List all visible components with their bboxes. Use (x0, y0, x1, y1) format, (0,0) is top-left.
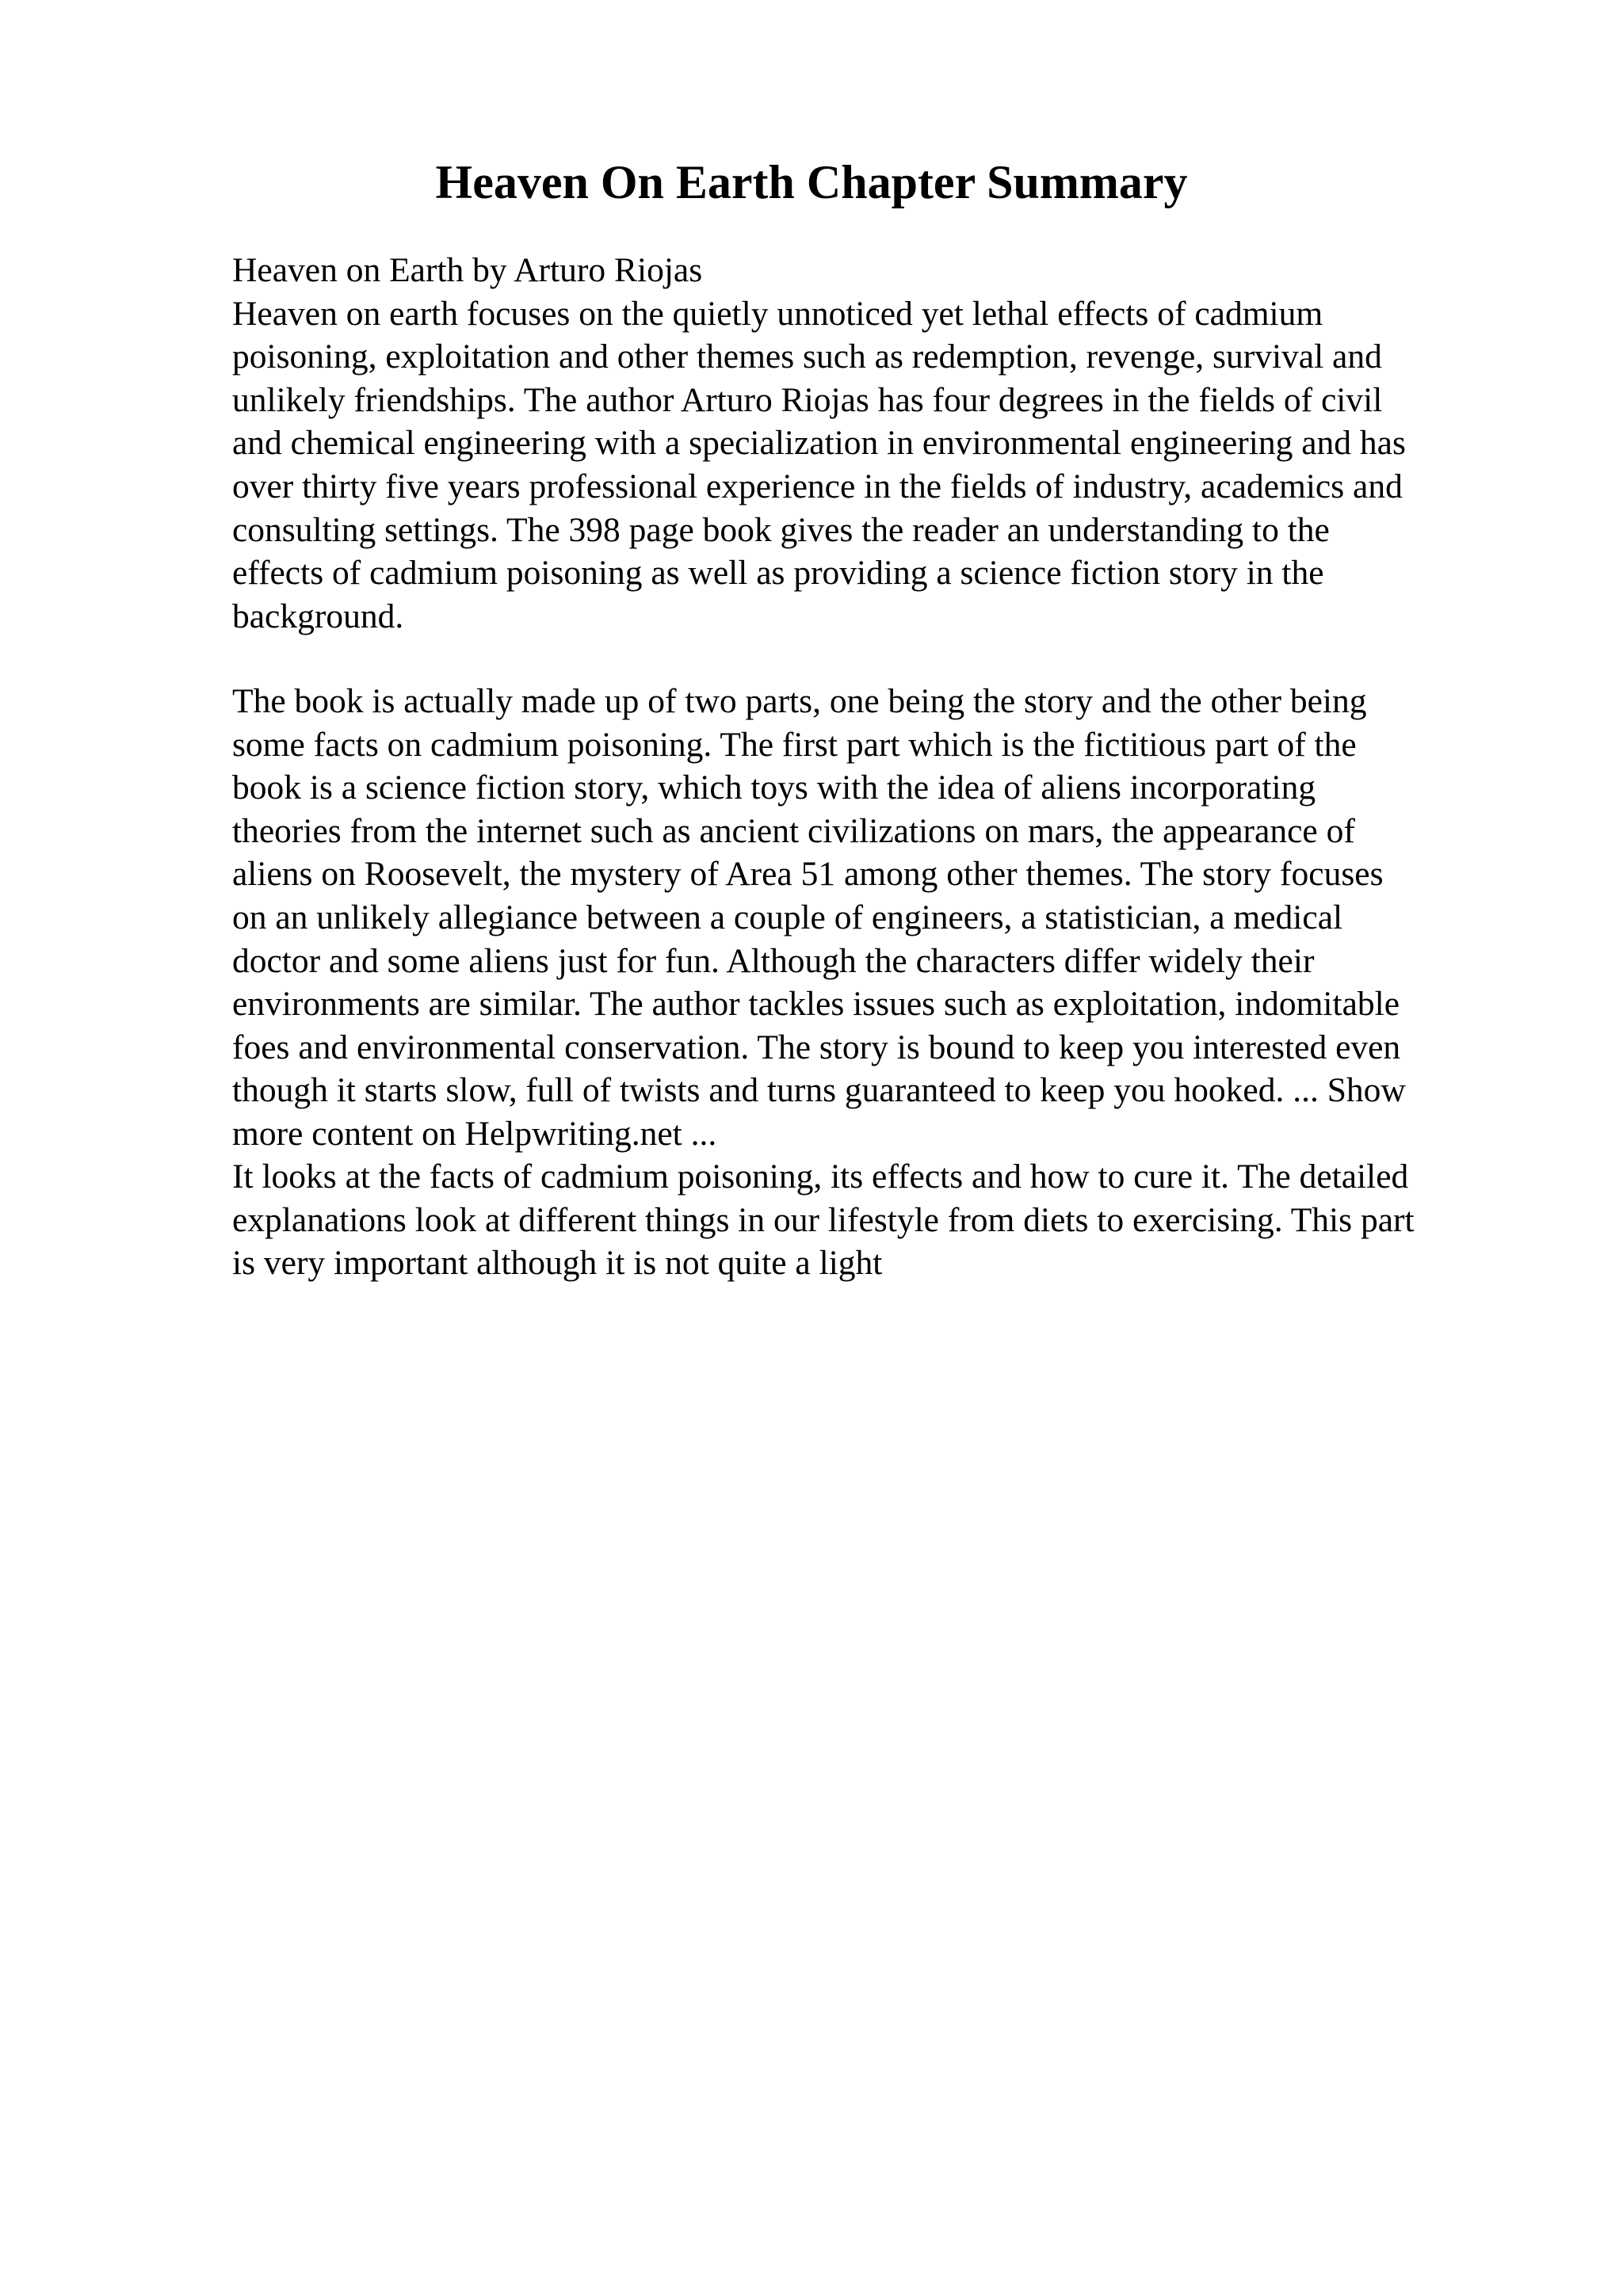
paragraph-story (232, 680, 1516, 1156)
paragraph-intro (232, 249, 1516, 638)
text-line: effects of cadmium poisoning as well as providing a science fiction story in the (232, 554, 1324, 593)
text-line: and chemical engineering with a specialization in environmental engineering and has (232, 424, 1406, 463)
text-line: Heaven on earth focuses on the quietly unnoticed yet lethal effects of cadmium (232, 294, 1323, 333)
text-line: foes and environmental conservation. The story is bound to keep you interested even (232, 1028, 1401, 1066)
text-line: explanations look at different things in our lifestyle from diets to exercising. This part (232, 1200, 1415, 1239)
text-line: aliens on Roosevelt, the mystery of Area 51 among other themes. The story focuses (232, 855, 1384, 894)
text-line: environments are similar. The author tackles issues such as exploitation, indomitable (232, 985, 1400, 1024)
text-line: Heaven on Earth by Arturo Riojas (232, 251, 703, 289)
text-line: is very important although it is not quite a light (232, 1244, 883, 1283)
text-line: The book is actually made up of two parts, one being the story and the other being (232, 682, 1367, 720)
text-line: consulting settings. The 398 page book gives the reader an understanding to the (232, 510, 1330, 549)
paragraph-facts (232, 1155, 1516, 1285)
text-line: over thirty five years professional experience in the fields of industry, academics and (232, 467, 1403, 505)
text-line: on an unlikely allegiance between a couple of engineers, a statistician, a medical (232, 898, 1343, 936)
text-line: more content on Helpwriting.net ... (232, 1114, 717, 1153)
text-line: poisoning, exploitation and other themes such as redemption, revenge, survival and (232, 338, 1382, 376)
text-line: doctor and some aliens just for fun. Although the characters differ widely their (232, 941, 1315, 980)
page-title: Heaven On Earth Chapter Summary (435, 156, 1188, 208)
text-line: some facts on cadmium poisoning. The first part which is the fictitious part of the (232, 725, 1357, 764)
text-line: though it starts slow, full of twists and turns guaranteed to keep you hooked. ... Show (232, 1071, 1406, 1110)
text-line: theories from the internet such as ancient civilizations on mars, the appearance of (232, 811, 1355, 850)
text-line: unlikely friendships. The author Arturo Riojas has four degrees in the fields of civil (232, 380, 1383, 419)
text-line: background. (232, 597, 404, 635)
text-line: It looks at the facts of cadmium poisoning, its effects and how to cure it. The detailed (232, 1158, 1409, 1196)
text-line: book is a science fiction story, which toys with the idea of aliens incorporating (232, 769, 1316, 807)
